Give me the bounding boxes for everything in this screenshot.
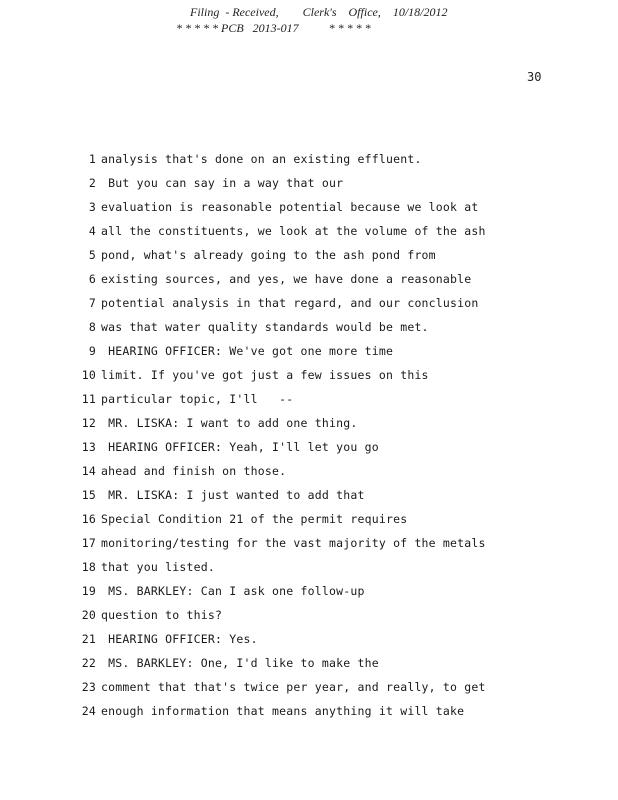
transcript-line [0,608,618,632]
line-text: monitoring/testing for the vast majority of the metals [101,536,486,550]
line-number: 5 [88,248,96,262]
transcript-line [0,512,618,536]
line-text: enough information that means anything it will take [101,704,465,718]
line-text: But you can say in a way that our [101,176,344,190]
line-number: 17 [81,536,96,550]
line-text: that you listed. [101,560,215,574]
filing-stamp-line-1: Filing - Received, Clerk's Office, 10/18/2012 [190,5,448,19]
line-number: 19 [81,584,96,598]
transcript-line [0,392,618,416]
line-number: 7 [88,296,96,310]
line-text: ahead and finish on those. [101,464,287,478]
transcript-line [0,272,618,296]
transcript-line [0,152,618,176]
line-text: was that water quality standards would be met. [101,320,429,334]
line-number: 12 [81,416,96,430]
line-text: limit. If you've got just a few issues on this [101,368,429,382]
line-text: analysis that's done on an existing effluent. [101,152,422,166]
transcript-line [0,656,618,680]
line-number: 8 [88,320,96,334]
line-text: Special Condition 21 of the permit requires [101,512,408,526]
transcript-line [0,440,618,464]
line-number: 2 [88,176,96,190]
line-text: HEARING OFFICER: Yes. [101,632,258,646]
line-text: existing sources, and yes, we have done a reasonable [101,272,472,286]
page-number: 30 [527,70,542,84]
transcript-line [0,632,618,656]
line-text: HEARING OFFICER: Yeah, I'll let you go [101,440,379,454]
line-number: 4 [88,224,96,238]
transcript-line [0,368,618,392]
line-number: 11 [81,392,96,406]
transcript-line [0,536,618,560]
transcript-line [0,488,618,512]
line-text: particular topic, I'll -- [101,392,294,406]
line-number: 6 [88,272,96,286]
line-number: 3 [88,200,96,214]
transcript-line [0,704,618,728]
line-text: evaluation is reasonable potential because we look at [101,200,479,214]
line-number: 18 [81,560,96,574]
line-text: question to this? [101,608,223,622]
transcript-line [0,344,618,368]
transcript-line [0,176,618,200]
line-number: 23 [81,680,96,694]
line-number: 13 [81,440,96,454]
line-number: 21 [81,632,96,646]
line-text: MR. LISKA: I want to add one thing. [101,416,358,430]
transcript-line [0,296,618,320]
line-number: 24 [81,704,96,718]
line-number: 14 [81,464,96,478]
line-text: HEARING OFFICER: We've got one more time [101,344,394,358]
filing-stamp-line-2: * * * * * PCB 2013-017 * * * * * [176,21,371,35]
line-text: MR. LISKA: I just wanted to add that [101,488,365,502]
line-number: 20 [81,608,96,622]
line-number: 9 [88,344,96,358]
line-number: 22 [81,656,96,670]
transcript-line [0,464,618,488]
line-text: comment that that's twice per year, and really, to get [101,680,486,694]
line-text: MS. BARKLEY: Can I ask one follow-up [101,584,365,598]
line-text: MS. BARKLEY: One, I'd like to make the [101,656,379,670]
transcript-line [0,584,618,608]
line-text: potential analysis in that regard, and our conclusion [101,296,479,310]
transcript-line [0,248,618,272]
line-number: 16 [81,512,96,526]
line-text: pond, what's already going to the ash pond from [101,248,436,262]
line-text: all the constituents, we look at the volume of the ash [101,224,486,238]
line-number: 15 [81,488,96,502]
transcript-line [0,680,618,704]
transcript-body [0,152,618,728]
line-number: 1 [88,152,96,166]
transcript-line [0,416,618,440]
line-number: 10 [81,368,96,382]
transcript-line [0,560,618,584]
transcript-line [0,320,618,344]
transcript-line [0,200,618,224]
transcript-line [0,224,618,248]
